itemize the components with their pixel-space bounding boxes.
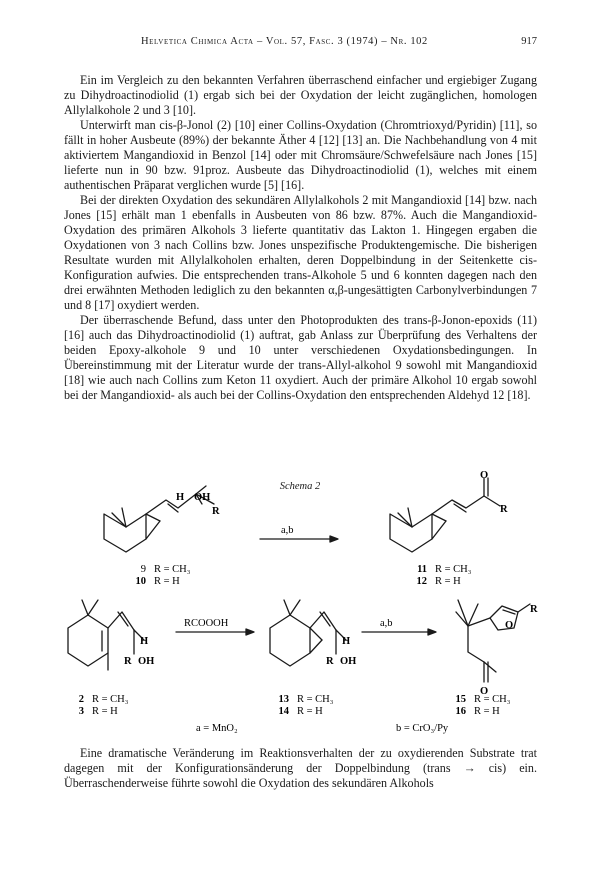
compound-number-16: 16 — [455, 706, 466, 717]
compound-number-2: 2 — [78, 694, 84, 705]
reagent-ab-bottom: a,b — [380, 618, 393, 629]
atom-label-o: O — [480, 470, 489, 481]
arrow-peracid — [176, 629, 254, 635]
body-text-lower — [64, 746, 537, 791]
compound-r-9: R = CH₃ — [154, 564, 191, 575]
compound-r-14: R = H — [297, 706, 323, 717]
legend-reagent-b: b = CrO₃/Py — [396, 723, 449, 734]
compound-number-9: 9 — [140, 564, 146, 575]
arrow-ab-bottom — [362, 629, 436, 635]
structure-13-14 — [270, 600, 346, 666]
scheme-title: Schema 2 — [279, 481, 321, 492]
compound-r-3: R = H — [92, 706, 118, 717]
atom-label-oh: OH — [138, 656, 155, 667]
atom-label-h: H — [342, 636, 351, 647]
compound-number-3: 3 — [78, 706, 84, 717]
compound-number-15: 15 — [455, 694, 466, 705]
atom-label-oh: OH — [194, 492, 211, 503]
compound-r-2: R = CH₃ — [92, 694, 129, 705]
journal-citation: Helvetica Chimica Acta – Vol. 57, Fasc. 3 (1974) – Nr. 102 — [141, 36, 428, 47]
compound-number-14: 14 — [278, 706, 289, 717]
paragraph: Der überraschende Befund, dass unter den Photoprodukten des trans-β-Jonon-epoxids (11) [16] auch das Dihydroactinodiolid (1) auftrat, gab Anlass zur Überprüfung des Verhaltens der beiden Epoxy-alkohole 9 und 10 unter verschiedenen Oxydationsbedingungen. In Übereinstimmung mit der Literatur wurde der trans-Allyl-alkohol 9 sowohl mit Mangandioxid [18] wie auch nach Collins zum Keton 11 oxydiert. Auch der primäre Alkohol 10 ergab sowohl bei der Mangandioxid- als auch bei der Collins-Oxydation den entsprechenden Aldehyd 12 [18]. — [64, 313, 537, 402]
legend-reagent-a: a = MnO₂ — [196, 723, 238, 734]
atom-label-r: R — [124, 656, 132, 667]
compound-r-11: R = CH₃ — [435, 564, 472, 575]
compound-r-13: R = CH₃ — [297, 694, 334, 705]
paragraph: Bei der direkten Oxydation des sekundären Allylalkohols 2 mit Mangandioxid [14] bzw. nach Jones [15] erhält man 1 ebenfalls in Ausbeuten von 86 bzw. 87%. Auch die Mangandioxid-Oxydation des primären Alkohols 3 lieferte quantitativ das Lakton 1. Hingegen ergaben die Oxydationen von 3 nach Collins bzw. Jones unspezifische Produktengemische. Die bisherigen Resultate wurden mit Allylalkoholen erhalten, deren Doppelbindung in der Seitenkette cis-Konfiguration aufwies. Die entsprechenden trans-Alkohole 5 und 6 konnten dagegen nach den drei erwähnten Methoden lediglich zu den bekannten α,β-ungesättigten Carbonylverbindungen 7 und 8 [17] oxydiert werden. — [64, 193, 537, 312]
structure-11-12 — [390, 478, 500, 552]
compound-number-12: 12 — [416, 576, 427, 587]
atom-label-r: R — [500, 504, 508, 515]
structure-2-3 — [68, 600, 144, 670]
compound-r-10: R = H — [154, 576, 180, 587]
page-number: 917 — [521, 36, 537, 47]
compound-number-10: 10 — [135, 576, 146, 587]
atom-label-o: O — [480, 686, 489, 697]
atom-label-oh: OH — [340, 656, 357, 667]
atom-label-r: R — [212, 506, 220, 517]
atom-label-r: R — [326, 656, 334, 667]
arrow-ab-top — [260, 536, 338, 542]
atom-label-r: R — [530, 604, 538, 615]
atom-label-o: O — [505, 620, 514, 631]
atom-label-h: H — [140, 636, 149, 647]
paragraph: Eine dramatische Veränderung im Reaktionsverhalten der zu oxydierenden Substrate trat dagegen mit der Konfigurationsänderung der Doppelbindung (trans → cis) ein. Überraschenderweise führte sowohl die Oxydation des sekundären Alkohols — [64, 746, 537, 790]
reagent-ab-top: a,b — [281, 525, 294, 536]
paragraph: Ein im Vergleich zu den bekannten Verfahren überraschend einfacher und ergiebiger Zugang zu Dihydroactinodiolid (1) ergab sich bei der Oxydation der leicht zugänglichen, homologen Allylalkohole 2 und 3 [10]. — [64, 73, 537, 117]
reagent-peracid: RCOOOH — [184, 618, 229, 629]
atom-label-h: H — [176, 492, 185, 503]
compound-number-13: 13 — [278, 694, 289, 705]
structure-15-16 — [456, 600, 530, 682]
compound-r-16: R = H — [474, 706, 500, 717]
paragraph: Unterwirft man cis-β-Jonol (2) [10] einer Collins-Oxydation (Chromtrioxyd/Pyridin) [11], so fällt in hoher Ausbeute (89%) der bekannte Äther 4 [12] [13] an. Die Nachbehandlung von 4 mit aktiviertem Mangandioxid in Benzol [14] oder mit Chromsäure/Schwefelsäure nach Jones [15] lieferte nun in 90 bzw. 91proz. Ausbeute das Dihydroactinodiolid (1), welches mit einem authentischen Präparat verglichen wurde [5] [16]. — [64, 118, 537, 192]
compound-number-11: 11 — [417, 564, 427, 575]
compound-r-12: R = H — [435, 576, 461, 587]
compound-r-15: R = CH₃ — [474, 694, 511, 705]
